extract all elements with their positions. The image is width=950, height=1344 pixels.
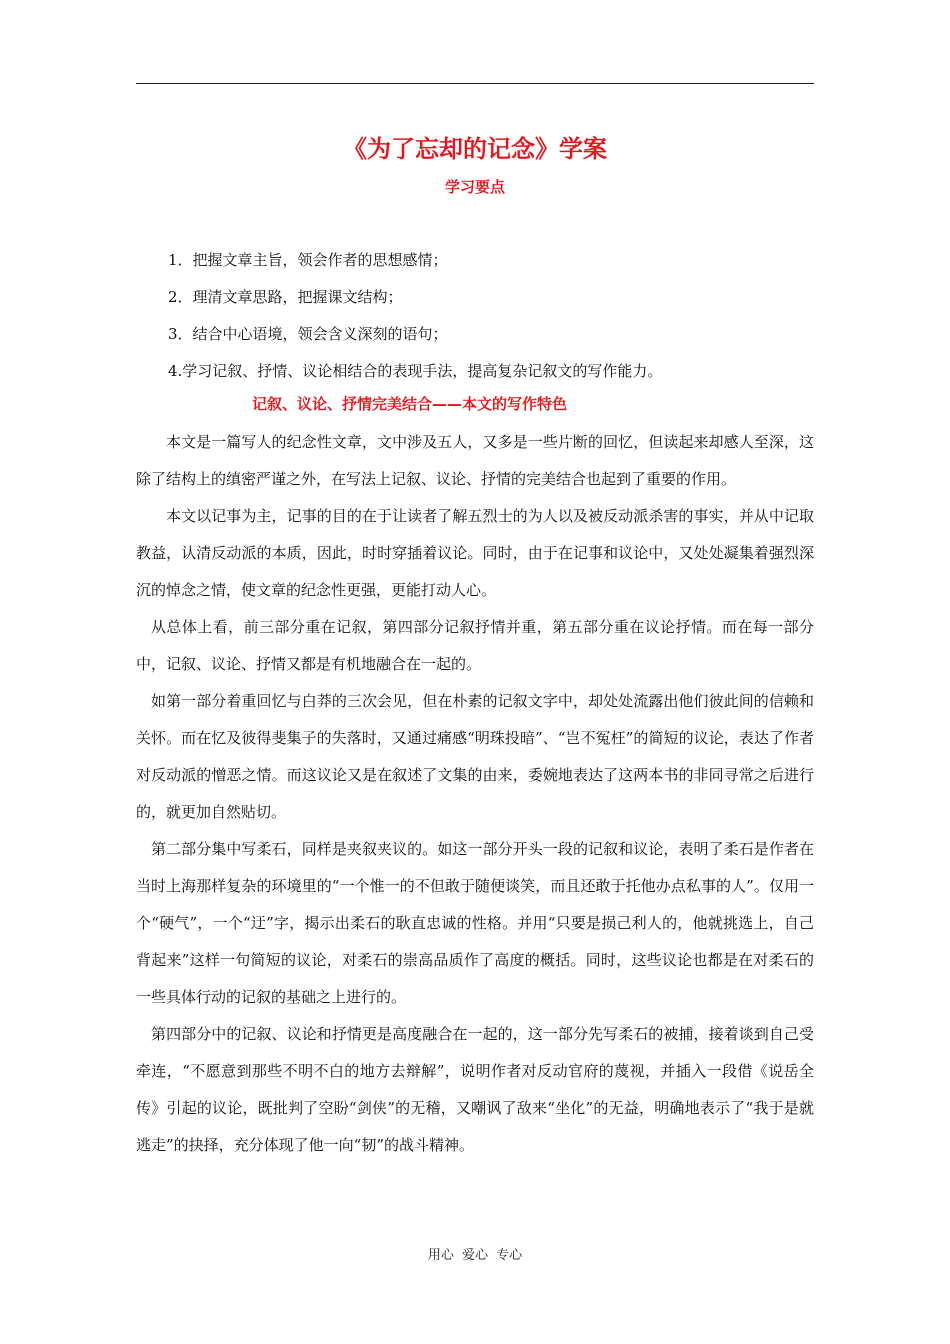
paragraph: 从总体上看，前三部分重在记叙，第四部分记叙抒情并重，第五部分重在议论抒情。而在每一部分中，记叙、议论、抒情又都是有机地融合在一起的。 <box>136 618 814 673</box>
paragraph: 第二部分集中写柔石，同样是夹叙夹议的。如这一部分开头一段的记叙和议论，表明了柔石是作者在当时上海那样复杂的环境里的“一个惟一的不但敢于随便谈笑，而且还敢于托他办点私事的人”。仅用一个“硬气”，一个“迂”字，揭示出柔石的耿直忠诚的性格。并用“只要是损己利人的，他就挑选上，自己背起来”这样一句简短的议论，对柔石的崇高品质作了高度的概括。同时，这些议论也都是在对柔石的一些具体行动的记叙的基础之上进行的。 <box>136 840 814 1006</box>
paragraph: 本文是一篇写人的纪念性文章，文中涉及五人，又多是一些片断的回忆，但读起来却感人至深，这除了结构上的缜密严谨之外，在写法上记叙、议论、抒情的完美结合也起到了重要的作用。 <box>136 433 814 488</box>
learning-goals-list <box>168 242 818 390</box>
document-subtitle: 学习要点 <box>444 178 505 196</box>
header-rule <box>136 83 814 84</box>
page-footer: 用心 爱心 专心 <box>427 1248 523 1263</box>
document-title: 《为了忘却的记念》学案 <box>343 135 607 163</box>
body-text <box>136 424 814 1164</box>
paragraph: 本文以记事为主，记事的目的在于让读者了解五烈士的为人以及被反动派杀害的事实，并从中记取教益，认清反动派的本质，因此，时时穿插着议论。同时，由于在记事和议论中，又处处凝集着强烈深沉的悼念之情，使文章的纪念性更强，更能打动人心。 <box>136 507 814 599</box>
learning-goal: 3．结合中心语境，领会含义深刻的语句； <box>168 325 448 343</box>
paragraph: 如第一部分着重回忆与白莽的三次会见，但在朴素的记叙文字中，却处处流露出他们彼此间的信赖和关怀。而在忆及彼得斐集子的失落时，又通过痛感“明珠投暗”、“岂不冤枉”的简短的议论，表达了作者对反动派的憎恶之情。而这议论又是在叙述了文集的由来，委婉地表达了这两本书的非同寻常之后进行的，就更加自然贴切。 <box>136 692 814 821</box>
learning-goal: 1．把握文章主旨，领会作者的思想感情； <box>168 251 448 269</box>
learning-goal: 4.学习记叙、抒情、议论相结合的表现手法，提高复杂记叙文的写作能力。 <box>168 362 663 380</box>
learning-goal: 2．理清文章思路，把握课文结构； <box>168 288 403 306</box>
paragraph: 第四部分中的记叙、议论和抒情更是高度融合在一起的，这一部分先写柔石的被捕，接着谈到自己受牵连，“不愿意到那些不明不白的地方去辩解”，说明作者对反动官府的蔑视，并插入一段借《说岳全传》引起的议论，既批判了空盼“剑侠”的无稽，又嘲讽了敌来“坐化”的无益，明确地表示了“我于是就逃走”的抉择，充分体现了他一向“韧”的战斗精神。 <box>136 1025 814 1154</box>
section-heading: 记叙、议论、抒情完美结合——本文的写作特色 <box>252 395 568 413</box>
